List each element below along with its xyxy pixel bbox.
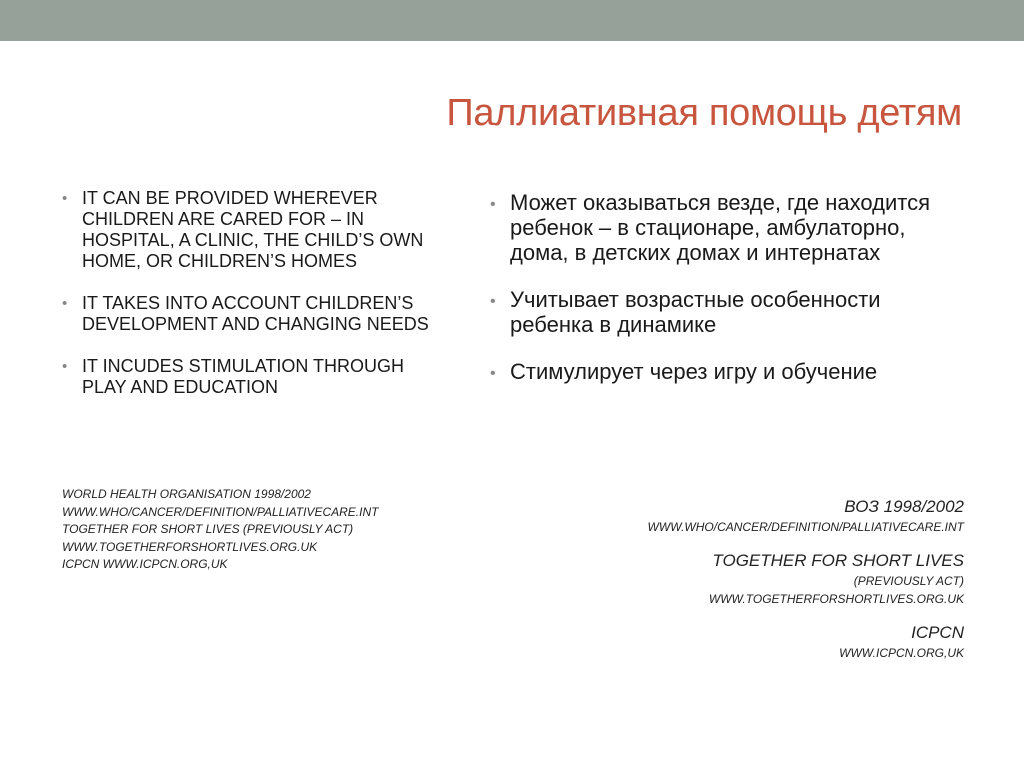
- reference-line: WORLD HEALTH ORGANISATION 1998/2002: [62, 487, 311, 501]
- english-bullet-list: [60, 188, 450, 398]
- list-item: [488, 287, 964, 337]
- bullet-icon: •: [62, 358, 68, 375]
- russian-bullet-list: [488, 190, 964, 384]
- slide-title: Паллиативная помощь детям: [446, 92, 962, 134]
- top-decorative-bar: [0, 0, 1024, 41]
- left-column: [60, 188, 450, 419]
- tfsl-reference-name: TOGETHER FOR SHORT LIVES: [712, 551, 964, 570]
- bullet-text: IT INCUDES STIMULATION THROUGH PLAY AND EDUCATION: [82, 356, 405, 397]
- bullet-icon: •: [490, 293, 496, 310]
- list-item: [60, 293, 450, 335]
- reference-line: WWW.WHO/CANCER/DEFINITION/PALLIATIVECARE.INT: [62, 504, 379, 519]
- bullet-text: IT TAKES INTO ACCOUNT CHILDREN’S DEVELOPMENT AND CHANGING NEEDS: [82, 293, 429, 334]
- who-reference-url: WWW.WHO/CANCER/DEFINITION/PALLIATIVECARE.INT: [647, 520, 964, 534]
- bullet-icon: •: [62, 190, 68, 207]
- bullet-text: Стимулирует через игру и обучение: [510, 359, 878, 384]
- tfsl-reference-url: WWW.TOGETHERFORSHORTLIVES.ORG.UK: [708, 592, 964, 606]
- bullet-text: Учитывает возрастные особенности ребенка в динамике: [510, 287, 881, 337]
- tfsl-reference-note: (PREVIOUSLY ACT): [853, 574, 964, 588]
- reference-line: WWW.TOGETHERFORSHORTLIVES.ORG.UK: [62, 539, 318, 554]
- list-item: [488, 359, 964, 384]
- right-column: [488, 190, 964, 406]
- reference-line: TOGETHER FOR SHORT LIVES (PREVIOUSLY ACT): [62, 522, 354, 537]
- bullet-text: IT CAN BE PROVIDED WHEREVER CHILDREN ARE CARED FOR – IN HOSPITAL, A CLINIC, THE CHILD’S OWN HOME, OR CHILDREN’S HOMES: [82, 188, 424, 271]
- list-item: [488, 190, 964, 265]
- list-item: [60, 188, 450, 272]
- right-references: [524, 496, 964, 662]
- who-reference-name: ВОЗ 1998/2002: [844, 497, 964, 516]
- icpcn-reference-url: WWW.ICPCN.ORG,UK: [839, 646, 964, 660]
- list-item: [60, 356, 450, 398]
- bullet-text: Может оказываться везде, где находится ребенок – в стационаре, амбулаторно, дома, в детских домах и интернатах: [510, 190, 931, 265]
- icpcn-reference-name: ICPCN: [911, 623, 964, 642]
- reference-line: ICPCN WWW.ICPCN.ORG,UK: [62, 557, 228, 572]
- bullet-icon: •: [490, 365, 496, 382]
- left-references: [62, 486, 482, 574]
- bullet-icon: •: [62, 295, 68, 312]
- bullet-icon: •: [490, 196, 496, 213]
